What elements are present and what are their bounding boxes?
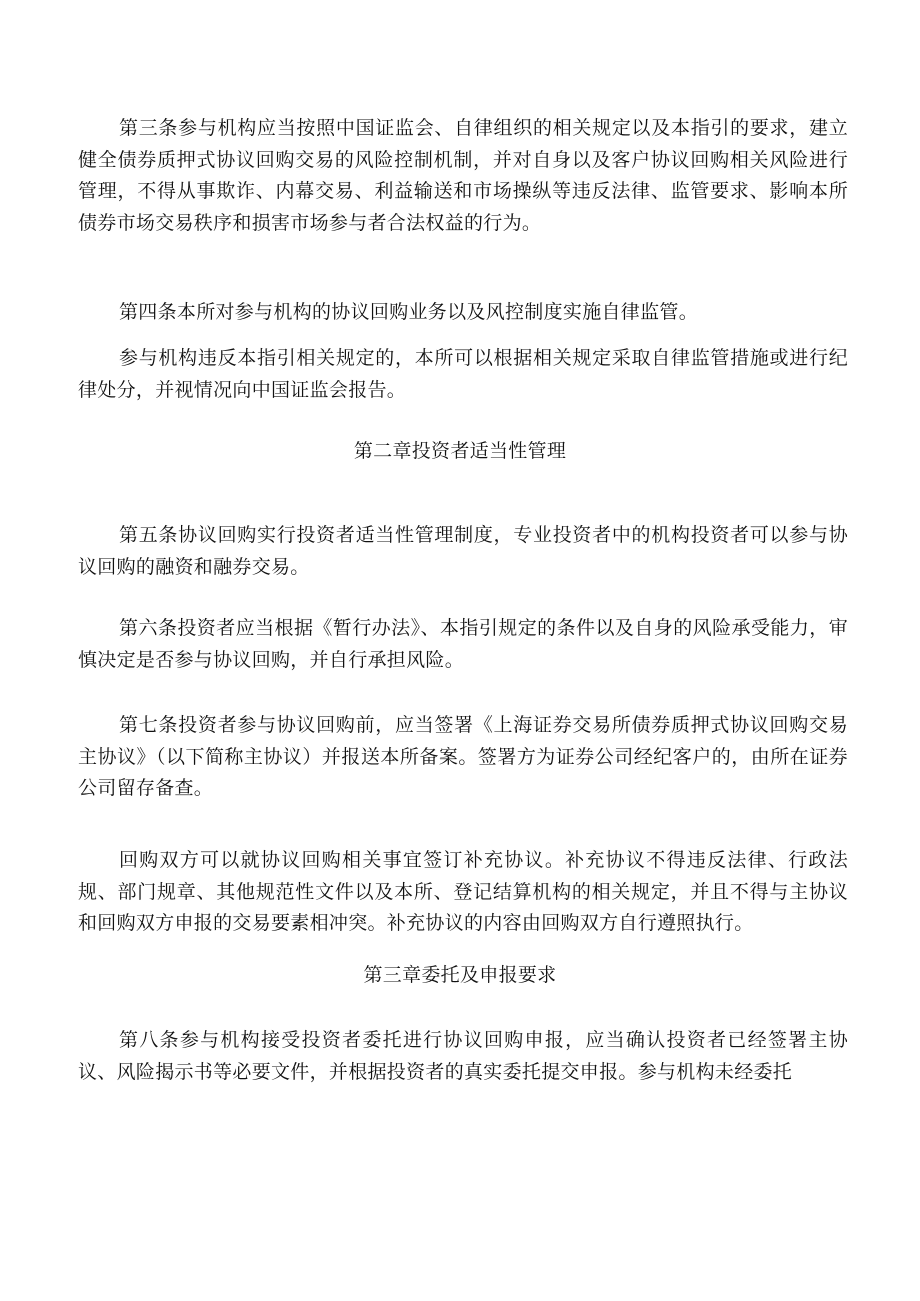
article-7-paragraph: 第七条投资者参与协议回购前，应当签署《上海证券交易所债券质押式协议回购交易主协议》（以下简称主协议）并报送本所备案。签署方为证券公司经纪客户的，由所在证券公司留存备查。 <box>78 714 848 799</box>
article-7-supplement-paragraph: 回购双方可以就协议回购相关事宜签订补充协议。补充协议不得违反法律、行政法规、部门规章、其他规范性文件以及本所、登记结算机构的相关规定，并且不得与主协议和回购双方申报的交易要素相冲突。补充协议的内容由回购双方自行遵照执行。 <box>78 849 848 934</box>
chapter-2-heading: 第二章投资者适当性管理 <box>353 440 567 462</box>
article-4-paragraph: 第四条本所对参与机构的协议回购业务以及风控制度实施自律监管。 <box>119 301 699 323</box>
article-6-paragraph: 第六条投资者应当根据《暂行办法》、本指引规定的条件以及自身的风险承受能力，审慎决定是否参与协议回购，并自行承担风险。 <box>78 617 848 671</box>
article-5-paragraph: 第五条协议回购实行投资者适当性管理制度，专业投资者中的机构投资者可以参与协议回购的融资和融券交易。 <box>78 524 848 578</box>
chapter-3-heading: 第三章委托及申报要求 <box>363 964 557 986</box>
article-4-supplement-paragraph: 参与机构违反本指引相关规定的，本所可以根据相关规定采取自律监管措施或进行纪律处分，并视情况向中国证监会报告。 <box>78 347 848 401</box>
article-3-paragraph: 第三条参与机构应当按照中国证监会、自律组织的相关规定以及本指引的要求，建立健全债券质押式协议回购交易的风险控制机制，并对自身以及客户协议回购相关风险进行管理，不得从事欺诈、内幕交易、利益输送和市场操纵等违反法律、监管要求、影响本所债券市场交易秩序和损害市场参与者合法权益的行为。 <box>78 117 848 234</box>
article-8-paragraph: 第八条参与机构接受投资者委托进行协议回购申报，应当确认投资者已经签署主协议、风险揭示书等必要文件，并根据投资者的真实委托提交申报。参与机构未经委托 <box>78 1029 848 1083</box>
